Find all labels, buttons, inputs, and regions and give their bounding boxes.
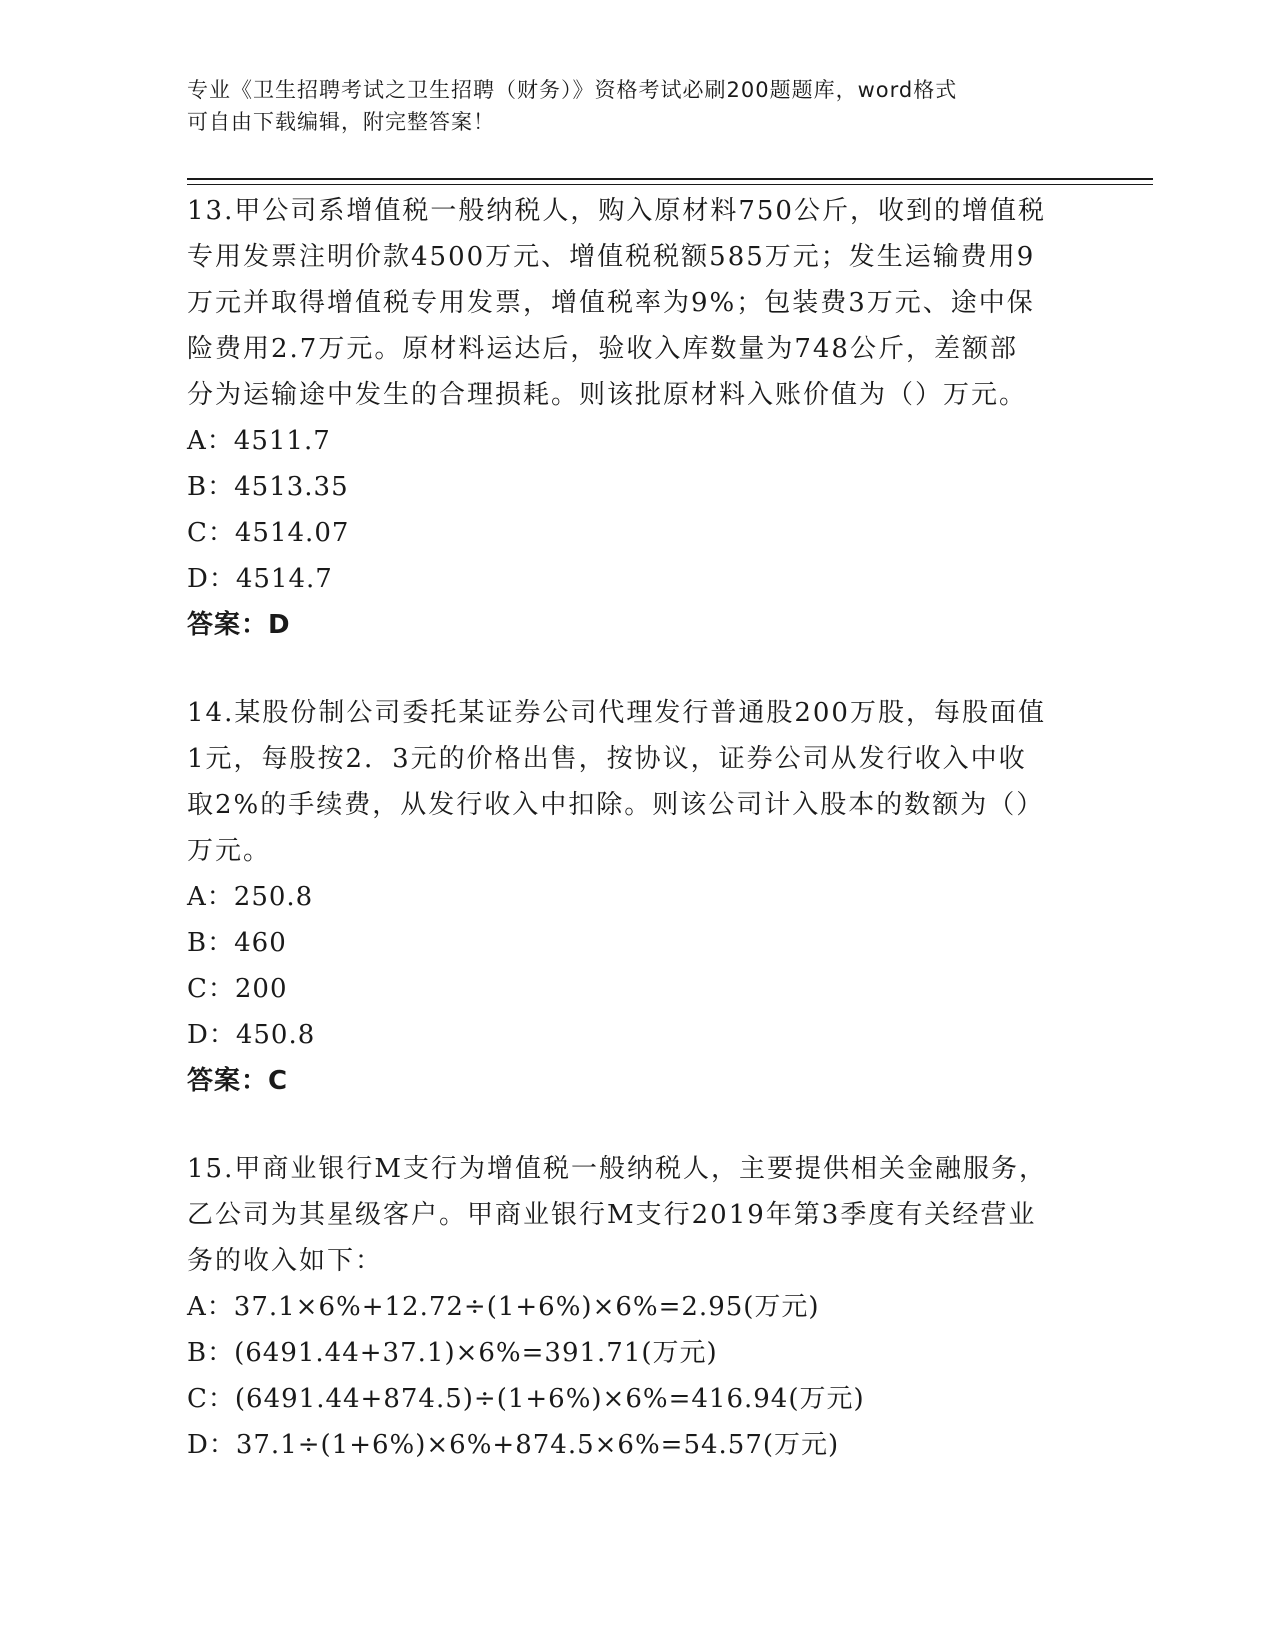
question-line: 万元并取得增值税专用发票，增值税率为9%；包装费3万元、途中保	[187, 288, 1035, 318]
question-line: 险费用2.7万元。原材料运达后，验收入库数量为748公斤，差额部	[187, 334, 1018, 364]
question-line: 15.甲商业银行M支行为增值税一般纳税人，主要提供相关金融服务，	[187, 1154, 1047, 1184]
question-line: 专用发票注明价款4500万元、增值税税额585万元；发生运输费用9	[187, 242, 1036, 272]
question-14	[187, 690, 1087, 1104]
question-13	[187, 188, 1087, 648]
option-d: D：4514.7	[187, 564, 333, 594]
question-list	[187, 188, 1087, 1468]
question-text	[187, 690, 1087, 874]
question-line: 取2%的手续费，从发行收入中扣除。则该公司计入股本的数额为（）	[187, 790, 1045, 820]
question-line: 14.某股份制公司委托某证券公司代理发行普通股200万股，每股面值	[187, 698, 1046, 728]
header-rule-thick	[187, 178, 1153, 180]
option-list	[187, 874, 1087, 1058]
question-line: 万元。	[187, 836, 272, 866]
option-a: A：4511.7	[187, 426, 331, 456]
option-b: B：4513.35	[187, 472, 349, 502]
question-15	[187, 1146, 1087, 1468]
answer-text: 答案：C	[187, 1066, 289, 1096]
option-d: D：37.1÷(1+6%)×6%+874.5×6%=54.57(万元)	[187, 1430, 840, 1460]
option-d: D：450.8	[187, 1020, 316, 1050]
header-line-2: 可自由下载编辑，附完整答案！	[187, 110, 495, 134]
document-header	[187, 74, 1067, 138]
option-list	[187, 1284, 1087, 1468]
header-line-1: 专业《卫生招聘考试之卫生招聘（财务）》资格考试必刷200题题库，word格式	[187, 78, 958, 102]
header-rule-thin	[187, 184, 1153, 185]
question-line: 乙公司为其星级客户。甲商业银行M支行2019年第3季度有关经营业	[187, 1200, 1037, 1230]
option-c: C：(6491.44+874.5)÷(1+6%)×6%=416.94(万元)	[187, 1384, 865, 1414]
option-list	[187, 418, 1087, 602]
question-line: 务的收入如下：	[187, 1246, 384, 1276]
option-c: C：4514.07	[187, 518, 350, 548]
question-line: 13.甲公司系增值税一般纳税人，购入原材料750公斤，收到的增值税	[187, 196, 1046, 226]
question-line: 1元，每股按2．3元的价格出售，按协议，证券公司从发行收入中收	[187, 744, 1027, 774]
question-line: 分为运输途中发生的合理损耗。则该批原材料入账价值为（）万元。	[187, 380, 1028, 410]
question-text	[187, 188, 1087, 418]
option-b: B：460	[187, 928, 287, 958]
option-c: C：200	[187, 974, 288, 1004]
option-a: A：250.8	[187, 882, 314, 912]
answer-text: 答案：D	[187, 610, 291, 640]
option-a: A：37.1×6%+12.72÷(1+6%)×6%=2.95(万元)	[187, 1292, 820, 1322]
option-b: B：(6491.44+37.1)×6%=391.71(万元)	[187, 1338, 718, 1368]
question-text	[187, 1146, 1087, 1284]
